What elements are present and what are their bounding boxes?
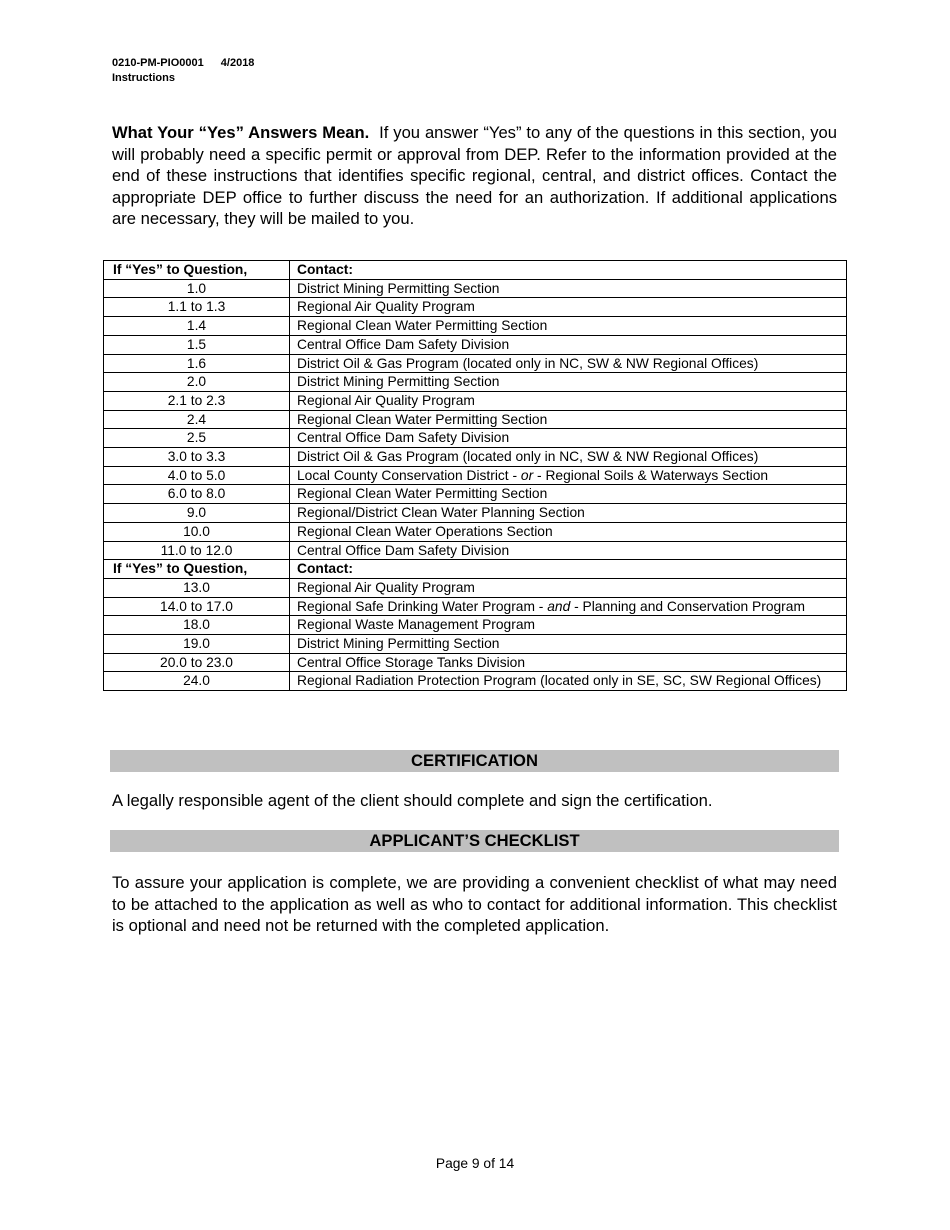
header-contact: Contact: — [290, 560, 847, 579]
contact-cell: Regional Clean Water Operations Section — [290, 522, 847, 541]
table-row — [104, 635, 847, 654]
table-row — [104, 597, 847, 616]
certification-heading: CERTIFICATION — [110, 750, 839, 772]
question-cell: 24.0 — [104, 672, 290, 691]
contact-cell: Central Office Dam Safety Division — [290, 541, 847, 560]
intro-text: If you answer “Yes” to any of the questions in this section, you will probably need a specific permit or approval from DEP. Refer to the information provided at the end of these instructions that identifies specific regional, central, and district offices. Contact the appropriate DEP office to further discuss the need for an authorization. If additional applications are necessary, they will be mailed to you. — [112, 123, 837, 229]
table-row — [104, 279, 847, 298]
question-cell: 1.4 — [104, 317, 290, 336]
form-code: 0210-PM-PIO0001 — [112, 57, 204, 69]
intro-paragraph — [112, 122, 837, 230]
contact-cell: Regional Clean Water Permitting Section — [290, 317, 847, 336]
contact-cell: District Oil & Gas Program (located only in NC, SW & NW Regional Offices) — [290, 448, 847, 467]
contact-cell: Regional Clean Water Permitting Section — [290, 410, 847, 429]
contact-table — [103, 260, 847, 691]
contact-table-body-b — [104, 560, 847, 691]
table-row — [104, 616, 847, 635]
contact-conjunction: and — [547, 598, 571, 614]
checklist-text: To assure your application is complete, we are providing a convenient checklist of what may need to be attached to the application as well as who to contact for additional information. This checklist is optional and need not be returned with the completed application. — [112, 873, 837, 936]
intro-heading: What Your “Yes” Answers Mean. — [112, 123, 370, 142]
contact-cell: Central Office Dam Safety Division — [290, 429, 847, 448]
contact-cell: Regional Clean Water Permitting Section — [290, 485, 847, 504]
contact-cell: Regional Air Quality Program — [290, 298, 847, 317]
contact-cell: District Mining Permitting Section — [290, 279, 847, 298]
question-cell: 9.0 — [104, 504, 290, 523]
table-row — [104, 317, 847, 336]
contact-table-body-a — [104, 261, 847, 560]
table-row — [104, 391, 847, 410]
question-cell: 3.0 to 3.3 — [104, 448, 290, 467]
contact-cell — [290, 597, 847, 616]
contact-conjunction: or — [520, 467, 534, 483]
contact-text: - Regional Soils & Waterways Section — [533, 467, 769, 483]
question-cell: 1.1 to 1.3 — [104, 298, 290, 317]
question-cell: 2.1 to 2.3 — [104, 391, 290, 410]
page-number: Page 9 of 14 — [435, 1156, 515, 1171]
certification-text: A legally responsible agent of the client should complete and sign the certification. — [112, 791, 713, 810]
table-row — [104, 522, 847, 541]
table-row — [104, 578, 847, 597]
table-row — [104, 504, 847, 523]
table-row — [104, 448, 847, 467]
question-cell: 14.0 to 17.0 — [104, 597, 290, 616]
form-date: 4/2018 — [220, 57, 255, 69]
header-question: If “Yes” to Question, — [104, 560, 290, 579]
question-cell: 18.0 — [104, 616, 290, 635]
document-header — [112, 56, 254, 86]
question-cell: 20.0 to 23.0 — [104, 653, 290, 672]
table-row — [104, 354, 847, 373]
contact-cell: Regional Air Quality Program — [290, 578, 847, 597]
table-row — [104, 466, 847, 485]
contact-cell: Regional Waste Management Program — [290, 616, 847, 635]
header-contact: Contact: — [290, 261, 847, 280]
question-cell: 13.0 — [104, 578, 290, 597]
question-cell: 4.0 to 5.0 — [104, 466, 290, 485]
contact-cell: Regional/District Clean Water Planning Section — [290, 504, 847, 523]
contact-cell: Central Office Storage Tanks Division — [290, 653, 847, 672]
table-row — [104, 485, 847, 504]
question-cell: 1.6 — [104, 354, 290, 373]
question-cell: 2.0 — [104, 373, 290, 392]
contact-cell: District Oil & Gas Program (located only in NC, SW & NW Regional Offices) — [290, 354, 847, 373]
table-header-row — [104, 261, 847, 280]
contact-cell: District Mining Permitting Section — [290, 373, 847, 392]
table-row — [104, 373, 847, 392]
question-cell: 1.5 — [104, 335, 290, 354]
table-row — [104, 541, 847, 560]
contact-text: Local County Conservation District - — [297, 467, 521, 483]
question-cell: 2.4 — [104, 410, 290, 429]
header-question: If “Yes” to Question, — [104, 261, 290, 280]
contact-cell: Regional Radiation Protection Program (located only in SE, SC, SW Regional Offices) — [290, 672, 847, 691]
question-cell: 6.0 to 8.0 — [104, 485, 290, 504]
contact-cell — [290, 466, 847, 485]
table-row — [104, 672, 847, 691]
contact-cell: Regional Air Quality Program — [290, 391, 847, 410]
contact-text: Regional Safe Drinking Water Program - — [297, 598, 548, 614]
contact-cell: District Mining Permitting Section — [290, 635, 847, 654]
question-cell: 10.0 — [104, 522, 290, 541]
contact-text: - Planning and Conservation Program — [570, 598, 805, 614]
table-row — [104, 429, 847, 448]
question-cell: 1.0 — [104, 279, 290, 298]
form-subtitle: Instructions — [112, 72, 175, 84]
table-row — [104, 653, 847, 672]
question-cell: 11.0 to 12.0 — [104, 541, 290, 560]
question-cell: 19.0 — [104, 635, 290, 654]
checklist-heading: APPLICANT’S CHECKLIST — [110, 830, 839, 852]
table-row — [104, 298, 847, 317]
table-row — [104, 335, 847, 354]
question-cell: 2.5 — [104, 429, 290, 448]
table-row — [104, 410, 847, 429]
table-header-row — [104, 560, 847, 579]
contact-cell: Central Office Dam Safety Division — [290, 335, 847, 354]
